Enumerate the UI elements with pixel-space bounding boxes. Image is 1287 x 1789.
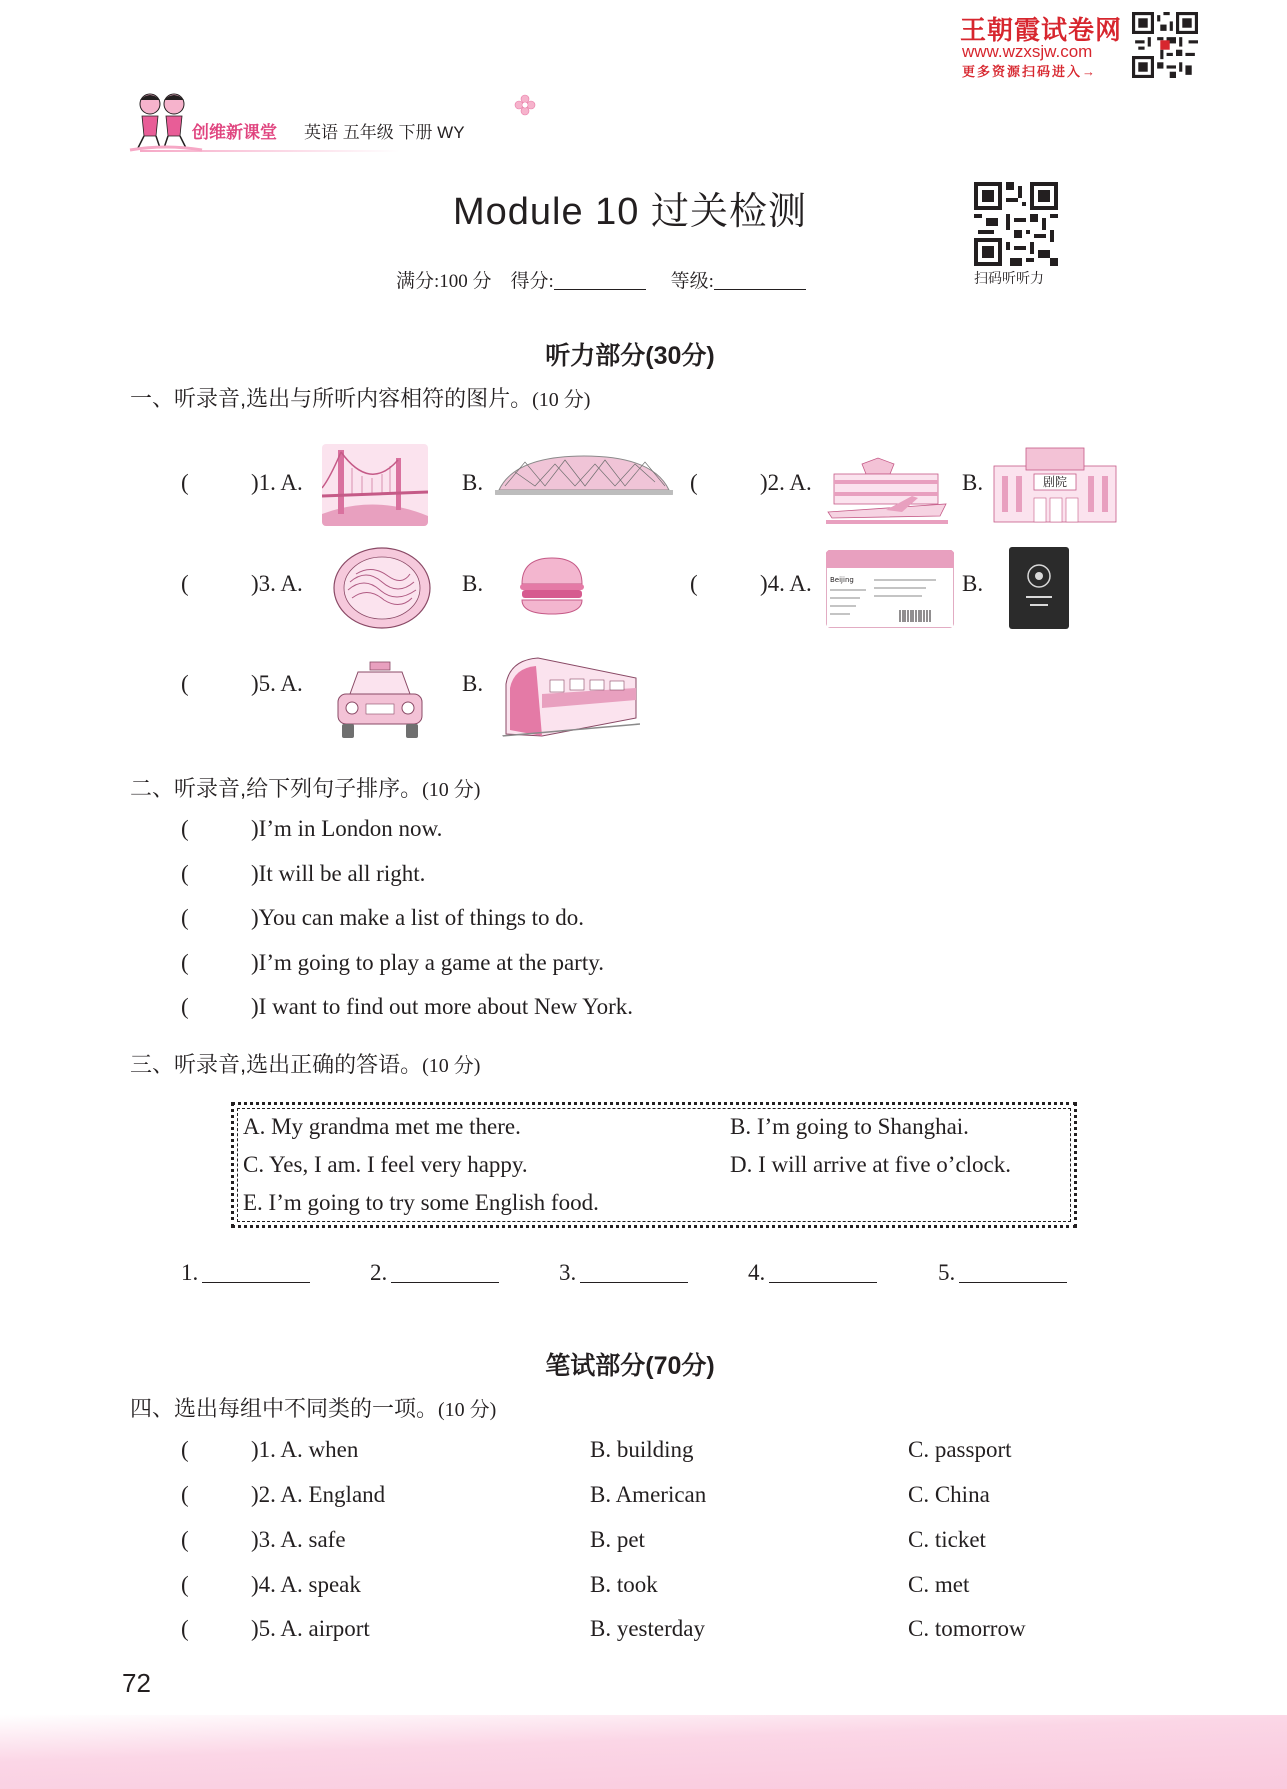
series-name: 创维新课堂 bbox=[192, 123, 277, 142]
stadium-picture[interactable] bbox=[495, 452, 673, 498]
answer-slot[interactable] bbox=[370, 1260, 499, 1286]
q2-option-b-label: B. bbox=[962, 470, 984, 495]
section-4-heading bbox=[130, 1392, 496, 1423]
group-option-a: )1. A. when bbox=[251, 1437, 359, 1462]
grade-label: 等级: bbox=[670, 271, 714, 292]
group-row bbox=[181, 1482, 385, 1508]
q5-option-b-label: B. bbox=[462, 671, 484, 696]
answer-bracket[interactable]: ( bbox=[181, 671, 189, 696]
brand-qr-code-icon[interactable] bbox=[1132, 12, 1198, 78]
answer-bracket[interactable]: ( bbox=[181, 1572, 189, 1597]
answer-bracket[interactable]: ( bbox=[181, 1527, 189, 1552]
section-4-points: (10 分) bbox=[438, 1399, 497, 1421]
section-1-text: 一、听录音,选出与所听内容相符的图片。 bbox=[130, 386, 533, 411]
answer-bracket[interactable]: ( bbox=[690, 470, 698, 495]
q5-number: )5. A. bbox=[251, 671, 303, 696]
answer-number: 1. bbox=[181, 1260, 199, 1285]
q1-row bbox=[181, 470, 303, 496]
brand-title: 王朝霞试卷网 bbox=[960, 15, 1123, 45]
q3-row bbox=[181, 571, 303, 597]
theatre-picture[interactable] bbox=[990, 446, 1120, 526]
answer-number: 4. bbox=[748, 1260, 766, 1285]
option-b: B. I’m going to Shanghai. bbox=[730, 1114, 969, 1139]
footer-band bbox=[0, 1715, 1287, 1789]
section-4-text: 四、选出每组中不同类的一项。 bbox=[130, 1396, 439, 1421]
flower-decoration-icon bbox=[514, 94, 536, 116]
section-2-text: 二、听录音,给下列句子排序。 bbox=[130, 776, 423, 801]
answer-slot[interactable] bbox=[559, 1260, 688, 1286]
answer-number: 5. bbox=[938, 1260, 956, 1285]
listening-part-title: 听力部分(30分) bbox=[545, 342, 715, 370]
answer-bracket[interactable]: ( bbox=[181, 950, 189, 975]
answer-line[interactable] bbox=[959, 1262, 1067, 1283]
score-blank[interactable] bbox=[554, 271, 646, 290]
sentence-row bbox=[181, 994, 633, 1020]
bridge-picture[interactable] bbox=[322, 444, 428, 526]
answer-bracket[interactable]: ( bbox=[181, 905, 189, 930]
page-number: 72 bbox=[122, 1668, 151, 1698]
group-option-c: C. met bbox=[908, 1572, 970, 1597]
passport-picture[interactable] bbox=[1008, 546, 1070, 630]
q3-option-b-label: B. bbox=[462, 571, 484, 596]
writing-part-title: 笔试部分(70分) bbox=[545, 1352, 715, 1380]
section-3-text: 三、听录音,选出正确的答语。 bbox=[130, 1052, 423, 1077]
group-option-b: B. took bbox=[590, 1572, 658, 1597]
q2-row bbox=[690, 470, 812, 496]
answer-bracket[interactable]: ( bbox=[181, 861, 189, 886]
answer-number: 3. bbox=[559, 1260, 577, 1285]
option-e: E. I’m going to try some English food. bbox=[243, 1190, 599, 1215]
answer-bracket[interactable]: ( bbox=[181, 571, 189, 596]
hamburger-picture[interactable] bbox=[518, 554, 586, 618]
sentence-text: )It will be all right. bbox=[251, 861, 426, 886]
sentence-row bbox=[181, 905, 584, 931]
answer-bracket[interactable]: ( bbox=[181, 994, 189, 1019]
sentence-row bbox=[181, 861, 425, 887]
answer-bracket[interactable]: ( bbox=[181, 1437, 189, 1462]
answer-slot[interactable] bbox=[938, 1260, 1067, 1286]
sentence-text: )You can make a list of things to do. bbox=[251, 905, 585, 930]
q1-option-b-label: B. bbox=[462, 470, 484, 495]
page-title: Module 10 过关检测 bbox=[452, 191, 807, 233]
noodles-picture[interactable] bbox=[332, 546, 432, 630]
q4-option-b-label: B. bbox=[962, 571, 984, 596]
group-option-b: B. building bbox=[590, 1437, 694, 1462]
score-label: 得分: bbox=[510, 271, 554, 292]
group-option-a: )2. A. England bbox=[251, 1482, 386, 1507]
score-line bbox=[396, 266, 826, 293]
answer-line[interactable] bbox=[202, 1262, 310, 1283]
option-c: C. Yes, I am. I feel very happy. bbox=[243, 1152, 528, 1177]
group-option-c: C. tomorrow bbox=[908, 1616, 1026, 1641]
section-1-points: (10 分) bbox=[532, 389, 591, 411]
group-option-c: C. China bbox=[908, 1482, 990, 1507]
group-row bbox=[181, 1437, 358, 1463]
answer-bracket[interactable]: ( bbox=[181, 816, 189, 841]
airport-picture[interactable] bbox=[826, 456, 948, 528]
sentence-row bbox=[181, 816, 442, 842]
group-option-c: C. ticket bbox=[908, 1527, 986, 1552]
answer-slot[interactable] bbox=[181, 1260, 310, 1286]
section-3-heading bbox=[130, 1048, 480, 1079]
grade-blank[interactable] bbox=[714, 271, 806, 290]
sentence-text: )I want to find out more about New York. bbox=[251, 994, 634, 1019]
group-option-b: B. American bbox=[590, 1482, 707, 1507]
group-row bbox=[181, 1527, 346, 1553]
brand-url[interactable]: www.wzxsjw.com bbox=[962, 42, 1093, 61]
group-option-b: B. yesterday bbox=[590, 1616, 705, 1641]
group-option-a: )3. A. safe bbox=[251, 1527, 346, 1552]
theatre-sign: 剧院 bbox=[1042, 475, 1068, 489]
group-option-b: B. pet bbox=[590, 1527, 645, 1552]
header-rule bbox=[140, 150, 400, 152]
group-row bbox=[181, 1616, 370, 1642]
q5-row bbox=[181, 671, 303, 697]
group-option-c: C. passport bbox=[908, 1437, 1012, 1462]
section-2-points: (10 分) bbox=[422, 779, 481, 801]
answer-bracket[interactable]: ( bbox=[181, 470, 189, 495]
q1-number: )1. A. bbox=[251, 470, 303, 495]
sentence-row bbox=[181, 950, 604, 976]
taxi-picture[interactable] bbox=[332, 660, 428, 742]
answer-line[interactable] bbox=[391, 1262, 499, 1283]
answer-slot[interactable] bbox=[748, 1260, 877, 1286]
section-3-points: (10 分) bbox=[422, 1055, 481, 1077]
sentence-text: )I’m in London now. bbox=[251, 816, 443, 841]
group-row bbox=[181, 1572, 361, 1598]
ticket-text: Beijing bbox=[830, 576, 854, 584]
full-score: 满分:100 分 bbox=[396, 271, 492, 292]
answer-line[interactable] bbox=[769, 1262, 877, 1283]
q2-number: )2. A. bbox=[760, 470, 812, 495]
train-picture[interactable] bbox=[502, 654, 640, 738]
sentence-text: )I’m going to play a game at the party. bbox=[251, 950, 604, 975]
q3-number: )3. A. bbox=[251, 571, 303, 596]
q4-number: )4. A. bbox=[760, 571, 812, 596]
answer-bracket[interactable]: ( bbox=[181, 1616, 189, 1641]
ticket-picture[interactable] bbox=[826, 550, 954, 628]
option-d: D. I will arrive at five o’clock. bbox=[730, 1152, 1011, 1177]
listening-qr-code-icon[interactable] bbox=[974, 182, 1058, 266]
q4-row bbox=[690, 571, 812, 597]
section-1-heading bbox=[130, 382, 590, 413]
series-info: 英语 五年级 下册 WY bbox=[304, 123, 465, 142]
answer-bracket[interactable]: ( bbox=[181, 1482, 189, 1507]
answer-bracket[interactable]: ( bbox=[690, 571, 698, 596]
answer-line[interactable] bbox=[580, 1262, 688, 1283]
section-2-heading bbox=[130, 772, 480, 803]
group-option-a: )5. A. airport bbox=[251, 1616, 370, 1641]
qr-caption: 扫码听听力 bbox=[974, 270, 1044, 286]
option-a: A. My grandma met me there. bbox=[243, 1114, 521, 1139]
group-option-a: )4. A. speak bbox=[251, 1572, 361, 1597]
answer-number: 2. bbox=[370, 1260, 388, 1285]
brand-subtitle: 更多资源扫码进入→ bbox=[962, 64, 1098, 79]
